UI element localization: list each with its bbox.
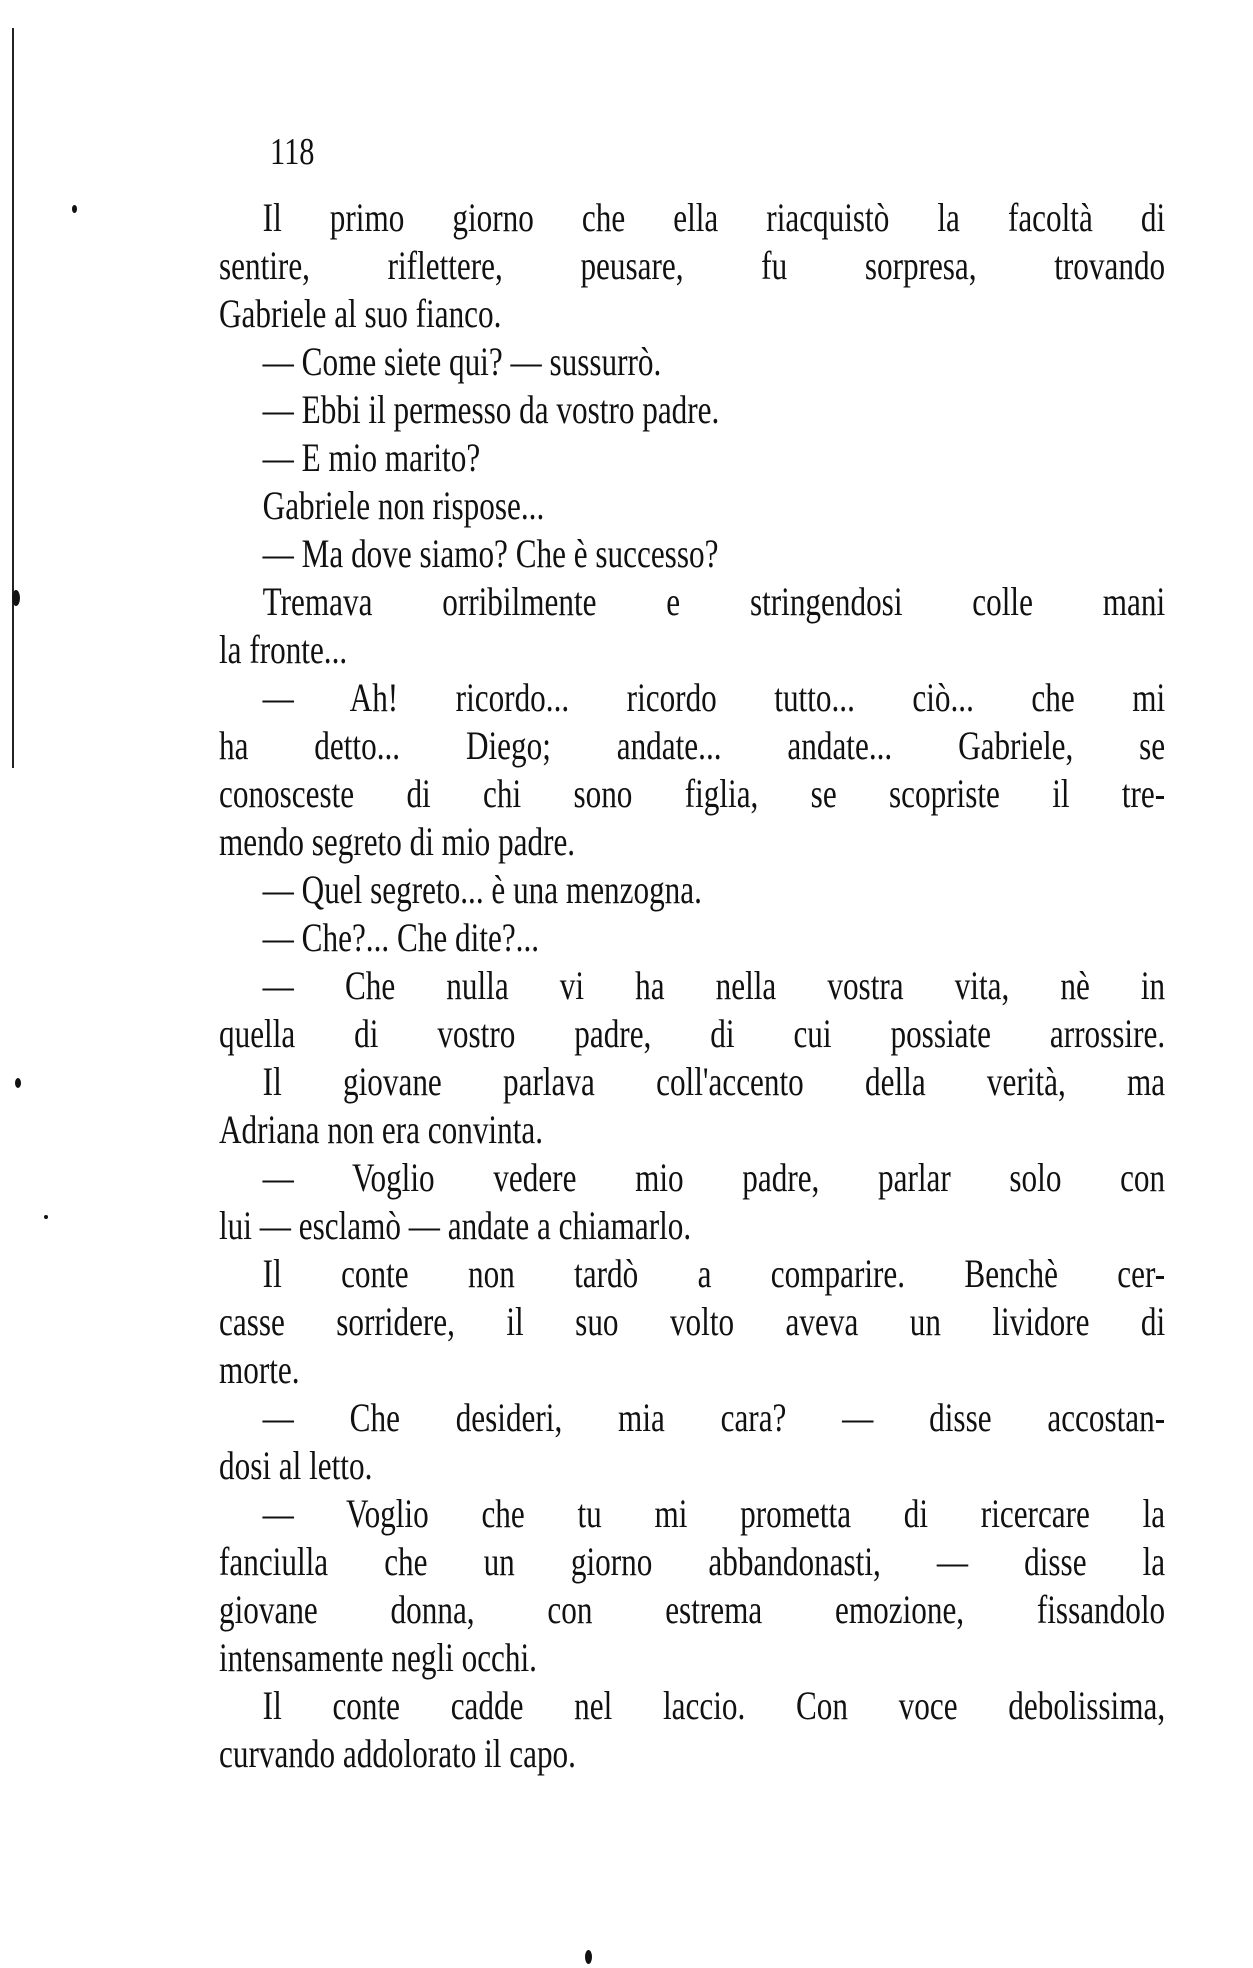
text-line: — Come siete qui? — sussurrò. (262, 339, 662, 384)
text-line: sentire, riflettere, peusare, fu sorpresa, trovando (219, 243, 1166, 288)
text-line: — Che desideri, mia cara? — disse accostan- (262, 1395, 1166, 1440)
text-line: — Voglio vedere mio padre, parlar solo con (262, 1155, 1166, 1200)
text-line: Il primo giorno che ella riacquistò la facoltà di (262, 195, 1166, 240)
scan-edge-line (12, 28, 14, 768)
text-line: curvando addolorato il capo. (219, 1731, 576, 1776)
text-line: Gabriele non rispose... (262, 483, 545, 528)
text-line: Gabriele al suo fianco. (219, 291, 502, 336)
text-line: morte. (219, 1347, 300, 1392)
text-line: — Che nulla vi ha nella vostra vita, nè in (262, 963, 1166, 1008)
text-line: conosceste di chi sono figlia, se scopriste il tre- (219, 771, 1166, 816)
text-line: — Ah! ricordo... ricordo tutto... ciò... che mi (262, 675, 1166, 720)
page-number: 118 (270, 131, 315, 173)
text-line: mendo segreto di mio padre. (219, 819, 576, 864)
scan-speck (72, 205, 77, 213)
scan-speck (12, 590, 20, 606)
text-line: Adriana non era convinta. (219, 1107, 544, 1152)
scan-speck (44, 1215, 48, 1219)
text-line: — Ma dove siamo? Che è successo? (262, 531, 719, 576)
text-line: giovane donna, con estrema emozione, fissandolo (219, 1587, 1166, 1632)
body-text (219, 194, 1165, 1778)
text-line: quella di vostro padre, di cui possiate arrossire. (219, 1011, 1166, 1056)
text-line: Il conte cadde nel laccio. Con voce debolissima, (262, 1683, 1166, 1728)
text-line: fanciulla che un giorno abbandonasti, — disse la (219, 1539, 1166, 1584)
text-line: lui — esclamò — andate a chiamarlo. (219, 1203, 692, 1248)
text-line: dosi al letto. (219, 1443, 373, 1488)
text-line: Il conte non tardò a comparire. Benchè cer- (262, 1251, 1166, 1296)
text-line: — Voglio che tu mi prometta di ricercare la (262, 1491, 1166, 1536)
text-line: — Quel segreto... è una menzogna. (262, 867, 702, 912)
text-line: Il giovane parlava coll'accento della verità, ma (262, 1059, 1166, 1104)
text-line: — Che?... Che dite?... (262, 915, 540, 960)
text-line: — E mio marito? (262, 435, 481, 480)
text-line: Tremava orribilmente e stringendosi colle mani (262, 579, 1166, 624)
scan-speck (585, 1950, 592, 1964)
scan-speck (15, 1078, 21, 1088)
text-line: la fronte... (219, 627, 348, 672)
text-line: — Ebbi il permesso da vostro padre. (262, 387, 720, 432)
text-line: ha detto... Diego; andate... andate... Gabriele, se (219, 723, 1166, 768)
text-line: casse sorridere, il suo volto aveva un lividore di (219, 1299, 1166, 1344)
text-line: intensamente negli occhi. (219, 1635, 537, 1680)
